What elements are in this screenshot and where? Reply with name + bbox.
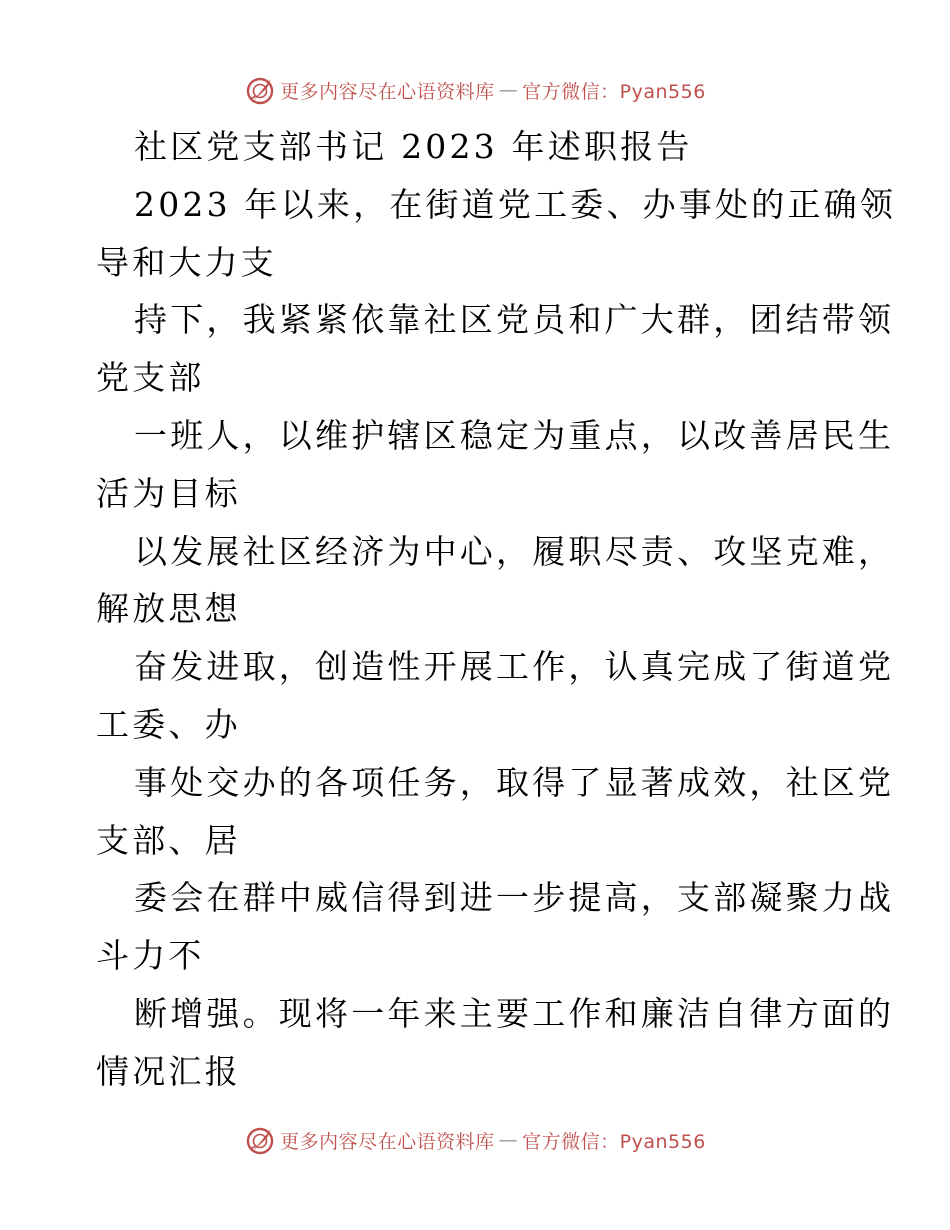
watermark-group: [244, 74, 706, 106]
quill-seal-icon: [244, 74, 276, 106]
paragraph-line: 活为目标: [96, 473, 241, 513]
paragraph-line: 断增强。现将一年来主要工作和廉洁自律方面的: [134, 993, 895, 1033]
watermark-wechat-text: 官方微信：Pyan556: [522, 80, 706, 103]
paragraph-line: 奋发进取，创造性开展工作，认真完成了街道党: [134, 647, 895, 687]
paragraph-line: 一班人，以维护辖区稳定为重点，以改善居民生: [134, 415, 895, 455]
paragraph-line: 支部、居: [96, 820, 241, 860]
paragraph-line: 以发展社区经济为中心，履职尽责、攻坚克难，: [134, 531, 895, 571]
document-title: 社区党支部书记 2023 年述职报告: [134, 127, 693, 166]
paragraph-line: 解放思想: [96, 589, 241, 629]
paragraph-line: 2023 年以来，在街道党工委、办事处的正确领: [134, 184, 897, 224]
document-body: [96, 118, 897, 1101]
paragraph-line: 委会在群中威信得到进一步提高，支部凝聚力战: [134, 878, 895, 918]
paragraph-line: 党支部: [96, 358, 205, 398]
watermark-separator: —: [498, 1129, 519, 1151]
watermark-wechat-text: 官方微信：Pyan556: [522, 1130, 706, 1153]
watermark-brand-text: 更多内容尽在心语资料库: [280, 80, 495, 103]
paragraph-line: 持下，我紧紧依靠社区党员和广大群，团结带领: [134, 300, 895, 340]
watermark-group: [244, 1124, 706, 1156]
paragraph-line: 工委、办: [96, 704, 241, 744]
header-watermark: [0, 72, 950, 108]
paragraph-line: 事处交办的各项任务，取得了显著成效，社区党: [134, 762, 895, 802]
paragraph-line: 情况汇报: [96, 1051, 241, 1091]
watermark-separator: —: [498, 79, 519, 101]
paragraph-line: 斗力不: [96, 936, 205, 976]
quill-seal-icon: [244, 1124, 276, 1156]
footer-watermark: [0, 1122, 950, 1158]
paragraph-line: 导和大力支: [96, 242, 277, 282]
watermark-brand-text: 更多内容尽在心语资料库: [280, 1130, 495, 1153]
